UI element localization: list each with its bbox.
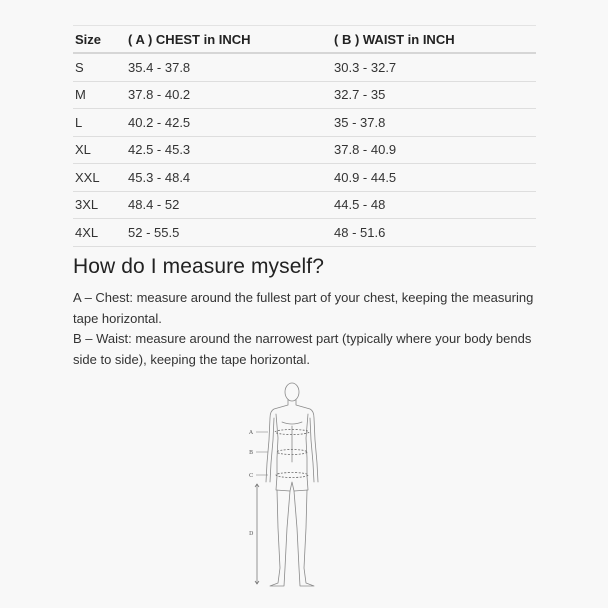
chest-cell: 40.2 - 42.5	[128, 114, 191, 130]
table-row	[73, 164, 536, 192]
header-size: Size	[75, 31, 102, 47]
header-chest: ( A ) CHEST in INCH	[128, 31, 251, 47]
chest-cell: 35.4 - 37.8	[128, 59, 191, 75]
waist-cell: 40.9 - 44.5	[334, 169, 397, 185]
waist-cell: 35 - 37.8	[334, 114, 386, 130]
size-cell: 4XL	[75, 224, 99, 240]
figure-left-leg	[270, 490, 290, 586]
waist-instruction: B – Waist: measure around the narrowest part (typically where your body bends side to side), keeping the tape horizontal.	[73, 331, 532, 367]
label-c: C	[249, 473, 254, 479]
waist-cell: 30.3 - 32.7	[334, 59, 397, 75]
label-d: D	[249, 531, 254, 537]
waist-cell: 48 - 51.6	[334, 224, 386, 240]
figure-torso	[276, 414, 278, 476]
figure-right-leg	[294, 490, 314, 586]
chest-cell: 45.3 - 48.4	[128, 169, 191, 185]
body-measurement-figure	[240, 378, 360, 594]
table-row	[73, 82, 536, 110]
table-row	[73, 137, 536, 165]
label-a: A	[249, 430, 253, 436]
figure-shorts	[276, 476, 308, 491]
chest-cell: 37.8 - 40.2	[128, 87, 191, 103]
chest-instruction: A – Chest: measure around the fullest part of your chest, keeping the measuring tape horizontal.	[73, 290, 534, 326]
size-cell: S	[75, 59, 84, 75]
table-row	[73, 109, 536, 137]
figure-head	[285, 383, 299, 401]
chest-cell: 52 - 55.5	[128, 224, 180, 240]
table-header-row	[73, 26, 536, 54]
size-cell: XL	[75, 142, 91, 158]
table-row	[73, 54, 536, 82]
chest-cell: 48.4 - 52	[128, 197, 180, 213]
size-chart-table	[73, 25, 536, 247]
table-row	[73, 219, 536, 247]
size-cell: XXL	[75, 169, 100, 185]
header-waist: ( B ) WAIST in INCH	[334, 31, 455, 47]
size-cell: M	[75, 87, 86, 103]
waist-cell: 32.7 - 35	[334, 87, 386, 103]
waist-cell: 44.5 - 48	[334, 197, 386, 213]
chest-cell: 42.5 - 45.3	[128, 142, 191, 158]
table-row	[73, 192, 536, 220]
measure-heading: How do I measure myself?	[73, 255, 324, 278]
size-cell: 3XL	[75, 197, 99, 213]
waist-cell: 37.8 - 40.9	[334, 142, 397, 158]
hip-band	[276, 473, 308, 478]
label-b: B	[249, 450, 254, 456]
size-cell: L	[75, 114, 83, 130]
